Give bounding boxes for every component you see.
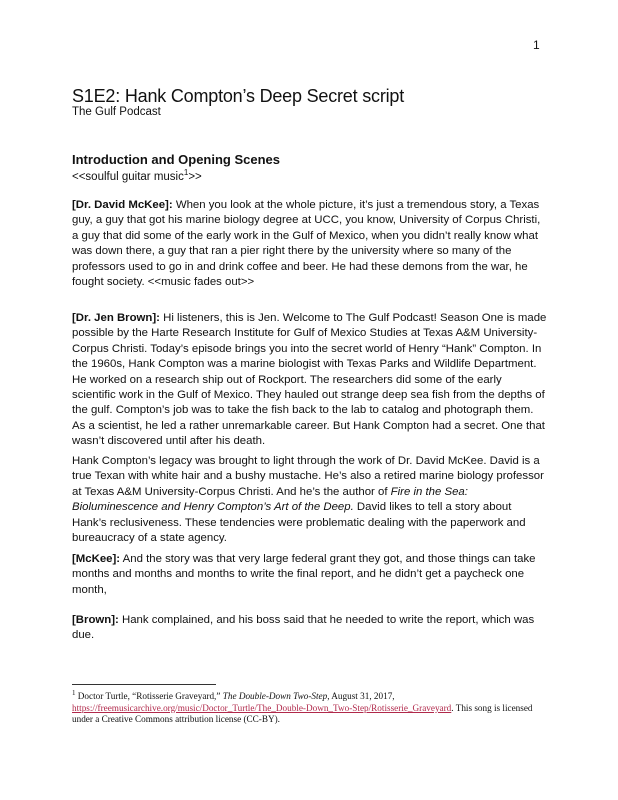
speaker-label: [Dr. David McKee]: <box>72 199 173 211</box>
paragraph-brown-intro <box>72 311 548 450</box>
paragraph-text: Hank complained, and his boss said that he needed to write the report, which was due. <box>72 614 535 642</box>
paragraph-mckee-grant <box>72 552 548 598</box>
paragraph-text: When you look at the whole picture, it’s just a tremendous story, a Texas guy, a guy that got his marine biology degree at UCC, you know, University of Corpus Christi, a guy that did some of the early work in the Gulf of Mexico, when you didn’t really know what was down there, a guy that ran a pier right there by the university where so many of the professors used to go in and drink coffee and beer. He had these demons from the war, he fought society. <<music fades out>> <box>72 199 541 289</box>
speaker-label: [McKee]: <box>72 553 121 565</box>
page-number: 1 <box>533 38 540 52</box>
footnote-mark: 1 <box>72 689 76 697</box>
paragraph-text: And the story was that very large federal grant they got, and those things can take months and months and months to write the final report, and he didn’t get a paycheck one month, <box>72 553 536 596</box>
paragraph-text: Hi listeners, this is Jen. Welcome to The Gulf Podcast! Season One is made possible by the Harte Research Institute for Gulf of Mexico Studies at Texas A&M University-Corpus Christi. Today’s episode brings you into the secret world of Henry “Hank” Compton. In the 1960s, Hank Compton was a marine biologist with Texas Parks and Wildlife Department. He worked on a research ship out of Rockport. The researchers did some of the early scientific work in the Gulf of Mexico. They hauled out strange deep sea fish from the depths of the gulf. Compton’s job was to take the fish back to the lab to catalog and photograph them. As a scientist, he led a rather unremarkable career. But Hank Compton had a secret. One that wasn’t discovered until after his death. <box>72 312 547 448</box>
footnote-text: . This song is licensed under a Creative Commons attribution license (CC-BY). <box>72 702 533 725</box>
paragraph-text: David likes to tell a story about Hank’s reclusiveness. These tendencies were problematic dealing with the paperwork and bureaucracy of a state agency. <box>72 501 526 545</box>
book-title: Fire in the Sea: Bioluminescence and Henry Compton’s Art of the Deep. <box>72 485 468 514</box>
footnote-divider <box>72 684 216 685</box>
album-title: The Double-Down Two-Step <box>222 691 328 702</box>
paragraph-mckee-intro <box>72 198 548 290</box>
music-cue-close: >> <box>188 170 202 183</box>
document-title: S1E2: Hank Compton’s Deep Secret script <box>72 86 405 106</box>
speaker-label: [Brown]: <box>72 614 119 626</box>
paragraph-brown-complaint <box>72 613 548 644</box>
music-cue-text: <<soulful guitar music <box>72 170 184 183</box>
footnote-link[interactable]: https://freemusicarchive.org/music/Doctor_Turtle/The_Double-Down_Two-Step/Rotisserie_Graveyard <box>72 702 452 713</box>
document-subtitle: The Gulf Podcast <box>72 106 161 118</box>
paragraph-text: Hank Compton’s legacy was brought to light through the work of Dr. David McKee. David is a true Texan with white hair and a bushy mustache. He’s also a retired marine biology professor at Texas A&M University-Corpus Christi. And he’s the author of <box>72 455 544 498</box>
music-cue <box>72 168 202 183</box>
footnote-text: , August 31, 2017, <box>327 691 395 702</box>
footnote-reference[interactable]: 1 <box>183 168 189 177</box>
footnote-text: Doctor Turtle, “Rotisserie Graveyard,” <box>75 691 223 702</box>
section-heading: Introduction and Opening Scenes <box>72 152 281 167</box>
speaker-label: [Dr. Jen Brown]: <box>72 312 160 324</box>
footnote <box>72 688 548 726</box>
paragraph-legacy <box>72 454 548 546</box>
